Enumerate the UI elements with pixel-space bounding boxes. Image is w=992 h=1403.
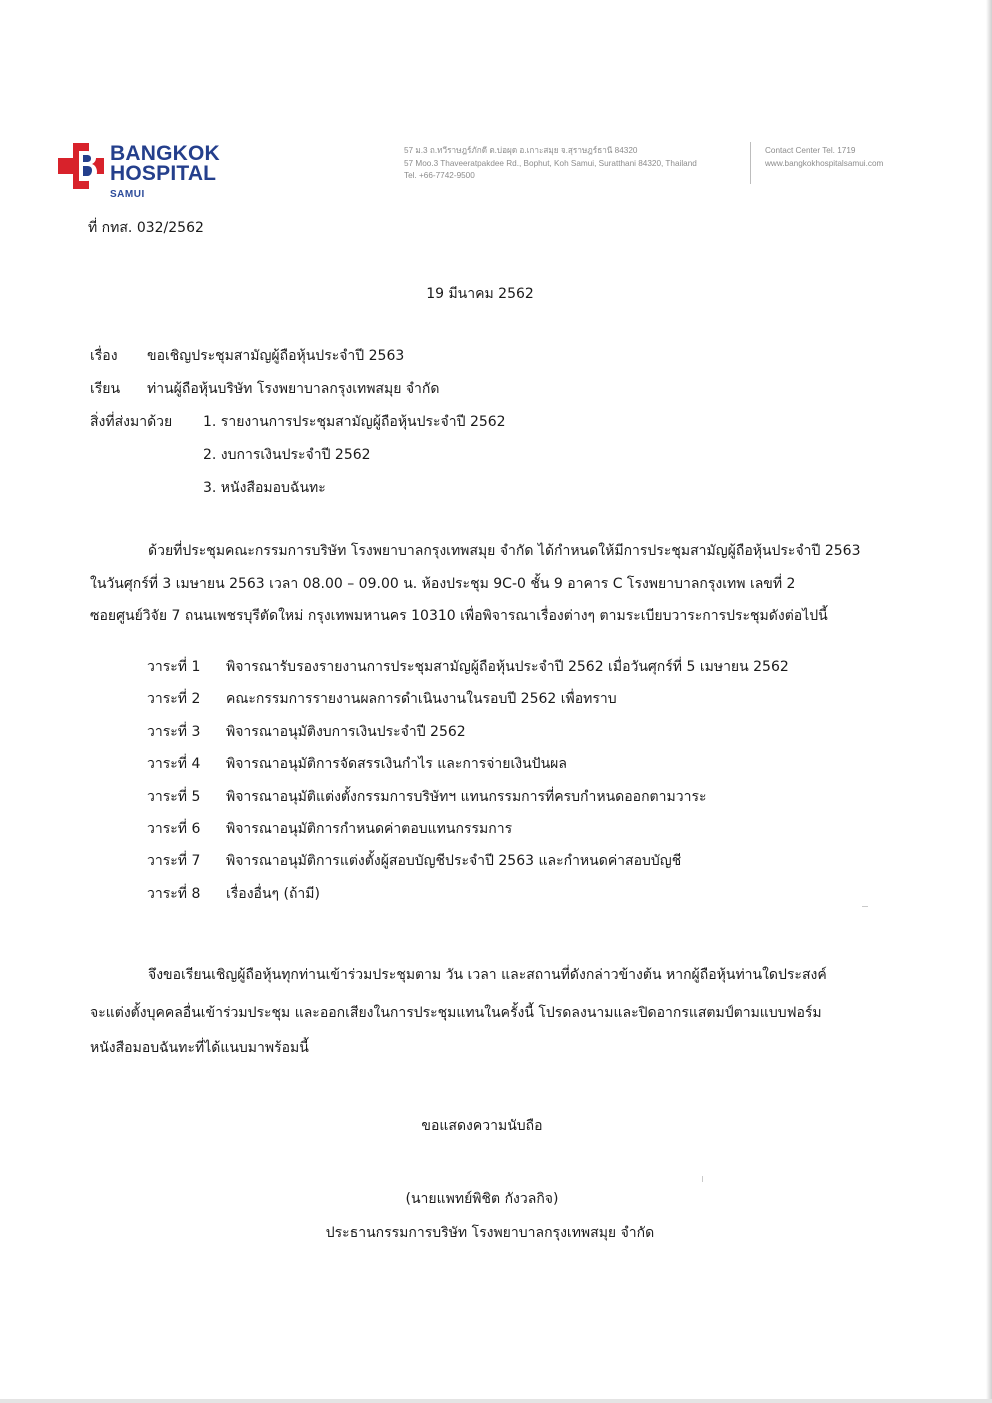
scan-edge-right bbox=[986, 0, 992, 1403]
agenda-text: พิจารณาอนุมัติการจัดสรรเงินกำไร และการจ่ายเงินปันผล bbox=[226, 756, 567, 772]
logo-text-hospital: HOSPITAL bbox=[110, 162, 217, 185]
intro-line: ซอยศูนย์วิจัย 7 ถนนเพชรบุรีตัดใหม่ กรุงเทพมหานคร 10310 เพื่อพิจารณาเรื่องต่างๆ ตามระเบียบวาระการประชุมดังต่อไปนี้ bbox=[90, 608, 828, 624]
address-line-th: 57 ม.3 ถ.ทวีราษฎร์ภักดี ต.บ่อผุด อ.เกาะสมุย จ.สุราษฎร์ธานี 84320 bbox=[404, 146, 638, 155]
closing-regards: ขอแสดงความนับถือ bbox=[421, 1118, 543, 1134]
website-url: www.bangkokhospitalsamui.com bbox=[765, 158, 884, 168]
agenda-text: พิจารณาอนุมัติการกำหนดค่าตอบแทนกรรมการ bbox=[226, 821, 513, 837]
subject-label: เรื่อง bbox=[90, 348, 118, 364]
agenda-label: วาระที่ 4 bbox=[147, 756, 201, 772]
logo-text-bangkok: BANGKOK bbox=[110, 142, 220, 165]
intro-line: ด้วยที่ประชุมคณะกรรมการบริษัท โรงพยาบาลกรุงเทพสมุย จำกัด ได้กำหนดให้มีการประชุมสามัญผู้ถือหุ้นประจำปี 2563 bbox=[148, 543, 861, 559]
agenda-text: เรื่องอื่นๆ (ถ้ามี) bbox=[226, 886, 320, 902]
agenda-text: พิจารณาอนุมัติแต่งตั้งกรรมการบริษัทฯ แทนกรรมการที่ครบกำหนดออกตามวาระ bbox=[226, 789, 707, 805]
intro-line: ในวันศุกร์ที่ 3 เมษายน 2563 เวลา 08.00 – 09.00 น. ห้องประชุม 9C-0 ชั้น 9 อาคาร C โรงพยาบาลกรุงเทพ เลขที่ 2 bbox=[90, 576, 796, 592]
scan-speck bbox=[862, 906, 868, 907]
subject-text: ขอเชิญประชุมสามัญผู้ถือหุ้นประจำปี 2563 bbox=[147, 348, 405, 364]
bangkok-hospital-cross-icon bbox=[58, 143, 104, 189]
contact-center-tel: Contact Center Tel. 1719 bbox=[765, 146, 856, 155]
agenda-text: พิจารณาอนุมัติการแต่งตั้งผู้สอบบัญชีประจำปี 2563 และกำหนดค่าสอบบัญชี bbox=[226, 853, 682, 869]
hospital-logo bbox=[58, 140, 248, 206]
hospital-address bbox=[404, 145, 697, 183]
agenda-label: วาระที่ 6 bbox=[147, 821, 201, 837]
agenda-label: วาระที่ 2 bbox=[147, 691, 201, 707]
recipient-text: ท่านผู้ถือหุ้นบริษัท โรงพยาบาลกรุงเทพสมุย จำกัด bbox=[147, 381, 440, 397]
contact-info bbox=[765, 145, 883, 170]
closing-line: จึงขอเรียนเชิญผู้ถือหุ้นทุกท่านเข้าร่วมประชุมตาม วัน เวลา และสถานที่ดังกล่าวข้างต้น หากผู้ถือหุ้นท่านใดประสงค์ bbox=[148, 967, 827, 983]
address-line-tel: Tel. +66-7742-9500 bbox=[404, 171, 475, 180]
enclosure-item: 1. รายงานการประชุมสามัญผู้ถือหุ้นประจำปี 2562 bbox=[203, 414, 506, 430]
agenda-text: คณะกรรมการรายงานผลการดำเนินงานในรอบปี 2562 เพื่อทราบ bbox=[226, 691, 617, 707]
enclosure-item: 3. หนังสือมอบฉันทะ bbox=[203, 480, 326, 496]
agenda-label: วาระที่ 3 bbox=[147, 724, 201, 740]
scan-edge-bottom bbox=[0, 1399, 992, 1403]
agenda-text: พิจารณาอนุมัติงบการเงินประจำปี 2562 bbox=[226, 724, 466, 740]
reference-number: ที่ กทส. 032/2562 bbox=[88, 220, 204, 236]
enclosure-item: 2. งบการเงินประจำปี 2562 bbox=[203, 447, 371, 463]
signer-name: (นายแพทย์พิชิต กังวลกิจ) bbox=[405, 1191, 559, 1207]
closing-line: หนังสือมอบฉันทะที่ได้แนบมาพร้อมนี้ bbox=[90, 1040, 309, 1056]
agenda-label: วาระที่ 8 bbox=[147, 886, 201, 902]
agenda-label: วาระที่ 5 bbox=[147, 789, 201, 805]
scan-speck bbox=[702, 1176, 703, 1182]
agenda-label: วาระที่ 7 bbox=[147, 853, 201, 869]
address-line-en: 57 Moo.3 Thaveeratpakdee Rd., Bophut, Koh Samui, Suratthani 84320, Thailand bbox=[404, 158, 697, 168]
signer-title: ประธานกรรมการบริษัท โรงพยาบาลกรุงเทพสมุย จำกัด bbox=[325, 1225, 655, 1241]
agenda-label: วาระที่ 1 bbox=[147, 659, 201, 675]
recipient-label: เรียน bbox=[90, 381, 121, 397]
header-divider bbox=[750, 142, 751, 184]
enclosures-label: สิ่งที่ส่งมาด้วย bbox=[90, 414, 173, 430]
closing-line: จะแต่งตั้งบุคคลอื่นเข้าร่วมประชุม และออกเสียงในการประชุมแทนในครั้งนี้ โปรดลงนามและปิดอากรแสตมป์ตามแบบฟอร์ม bbox=[90, 1005, 822, 1021]
agenda-text: พิจารณารับรองรายงานการประชุมสามัญผู้ถือหุ้นประจำปี 2562 เมื่อวันศุกร์ที่ 5 เมษายน 2562 bbox=[226, 659, 789, 675]
letter-date: 19 มีนาคม 2562 bbox=[426, 286, 534, 302]
logo-text-samui: SAMUI bbox=[110, 189, 145, 200]
